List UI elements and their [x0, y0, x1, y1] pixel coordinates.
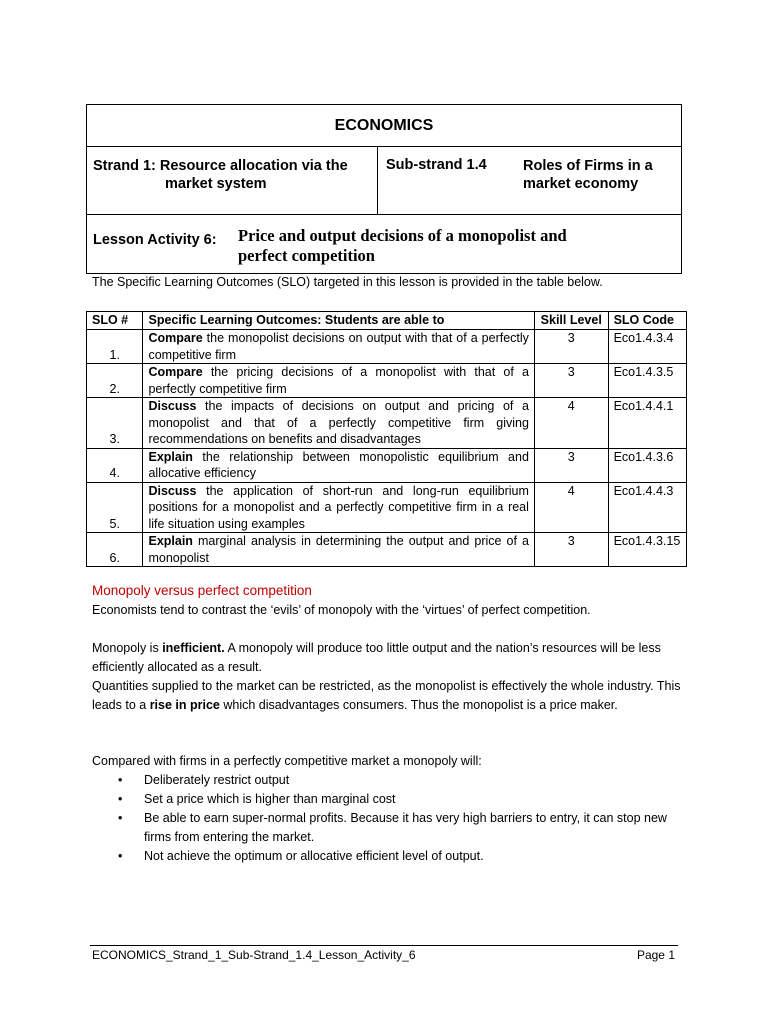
- p3-bold: rise in price: [149, 698, 220, 712]
- intro-text: The Specific Learning Outcomes (SLO) targeted in this lesson is provided in the table below.: [92, 275, 603, 289]
- paragraph-3: [92, 677, 682, 715]
- lesson-activity-label: Lesson Activity 6:: [93, 232, 217, 248]
- slo-skill: 3: [534, 448, 608, 482]
- paragraph-1: Economists tend to contrast the ‘evils’ of monopoly with the ‘virtues’ of perfect competition.: [92, 603, 591, 617]
- slo-text: the impacts of decisions on output and pricing of a monopolist and that of a perfectly competitive firm giving recommendations on benefits and disadvantages: [148, 399, 529, 446]
- slo-outcome: [143, 533, 534, 567]
- slo-code: Eco1.4.4.3: [608, 482, 686, 533]
- footer-document-name: ECONOMICS_Strand_1_Sub-Strand_1.4_Lesson_Activity_6: [92, 948, 416, 962]
- lesson-activity-title: [238, 226, 668, 266]
- strand-divider: [377, 147, 378, 214]
- slo-code: Eco1.4.3.4: [608, 330, 686, 364]
- slo-text: the pricing decisions of a monopolist with that of a perfectly competitive firm: [148, 365, 529, 396]
- table-row: [87, 398, 687, 449]
- section-heading: Monopoly versus perfect competition: [92, 583, 312, 598]
- slo-code: Eco1.4.3.5: [608, 364, 686, 398]
- slo-verb: Explain: [148, 449, 193, 464]
- slo-text: the application of short-run and long-run equilibrium positions for a monopolist and a perfectly competitive firm in a real life situation using examples: [148, 483, 529, 531]
- slo-outcome: [143, 330, 534, 364]
- slo-outcome: [143, 482, 534, 533]
- p2-start: Monopoly is: [92, 641, 163, 655]
- slo-skill: 3: [534, 330, 608, 364]
- list-item: [92, 809, 682, 847]
- table-header-row: [87, 312, 687, 330]
- slo-skill: 4: [534, 482, 608, 533]
- footer-page-number: Page 1: [636, 948, 675, 962]
- slo-outcome: [143, 448, 534, 482]
- list-item-text: Be able to earn super-normal profits. Because it has very high barriers to entry, it can stop new firms from entering the market.: [144, 811, 667, 844]
- bullet-icon: •: [118, 811, 123, 825]
- substrand-title: [523, 157, 673, 193]
- header-slo-number: SLO #: [87, 312, 143, 330]
- list-item: [92, 790, 682, 809]
- footer-divider: [90, 945, 678, 946]
- slo-verb: Compare: [148, 365, 203, 379]
- slo-code: Eco1.4.3.6: [608, 448, 686, 482]
- slo-code: Eco1.4.3.15: [608, 533, 686, 567]
- lesson-title-line-2: perfect competition: [238, 246, 375, 265]
- bullet-icon: •: [118, 792, 123, 806]
- slo-text: the relationship between monopolistic equilibrium and allocative efficiency: [148, 449, 529, 480]
- slo-verb: Discuss: [148, 399, 197, 413]
- table-row: [87, 448, 687, 482]
- strand-line-1: Strand 1: Resource allocation via the: [93, 158, 348, 174]
- slo-skill: 3: [534, 533, 608, 567]
- table-row: [87, 482, 687, 533]
- slo-text: the monopolist decisions on output with that of a perfectly competitive firm: [148, 331, 529, 362]
- slo-outcome: [143, 364, 534, 398]
- substrand-label: Sub-strand 1.4: [386, 157, 487, 173]
- table-row: [87, 533, 687, 567]
- lesson-title-line-1: Price and output decisions of a monopolist and: [238, 226, 567, 245]
- p2-bold: inefficient.: [162, 641, 225, 655]
- bullet-icon: •: [118, 773, 123, 787]
- substrand-title-line-2: market economy: [523, 176, 639, 192]
- header-outcomes: Specific Learning Outcomes: Students are able to: [143, 312, 534, 330]
- slo-verb: Explain: [148, 534, 193, 548]
- p3-end: which disadvantages consumers. Thus the monopolist is a price maker.: [219, 698, 618, 712]
- header-slo-code: SLO Code: [608, 312, 686, 330]
- table-row: [87, 364, 687, 398]
- lesson-row: [87, 215, 681, 273]
- slo-text: marginal analysis in determining the output and price of a monopolist: [148, 534, 529, 565]
- list-item-text: Deliberately restrict output: [144, 773, 290, 787]
- strand-row: [87, 147, 681, 215]
- slo-skill: 4: [534, 398, 608, 449]
- slo-outcome: [143, 398, 534, 449]
- strand-label: [93, 157, 375, 193]
- subject-title: ECONOMICS: [87, 105, 681, 147]
- substrand-title-line-1: Roles of Firms in a: [523, 158, 653, 174]
- slo-number: 1.: [87, 330, 143, 364]
- slo-verb: Compare: [148, 331, 203, 345]
- list-item: [92, 771, 682, 790]
- slo-number: 3.: [87, 398, 143, 449]
- list-item-text: Set a price which is higher than marginal cost: [144, 792, 396, 806]
- slo-number: 2.: [87, 364, 143, 398]
- paragraph-4: Compared with firms in a perfectly competitive market a monopoly will:: [92, 754, 482, 768]
- slo-number: 5.: [87, 482, 143, 533]
- slo-table: [86, 311, 687, 567]
- p3-start: Quantities supplied to the market can be restricted, as the monopolist is effectively the whole industry. This leads to a: [92, 679, 681, 712]
- slo-number: 6.: [87, 533, 143, 567]
- bullet-icon: •: [118, 849, 123, 863]
- header-skill-level: Skill Level: [534, 312, 608, 330]
- table-row: [87, 330, 687, 364]
- slo-verb: Discuss: [148, 483, 197, 498]
- slo-skill: 3: [534, 364, 608, 398]
- lesson-header-box: [86, 104, 682, 274]
- slo-code: Eco1.4.4.1: [608, 398, 686, 449]
- slo-number: 4.: [87, 448, 143, 482]
- monopoly-bullet-list: [92, 771, 682, 866]
- list-item: [92, 847, 682, 866]
- p2-end: A monopoly will produce too little output and the nation’s resources will be less efficiently allocated as a result.: [92, 641, 661, 674]
- list-item-text: Not achieve the optimum or allocative efficient level of output.: [144, 849, 484, 863]
- strand-line-2: market system: [165, 176, 267, 192]
- paragraph-2: [92, 639, 682, 677]
